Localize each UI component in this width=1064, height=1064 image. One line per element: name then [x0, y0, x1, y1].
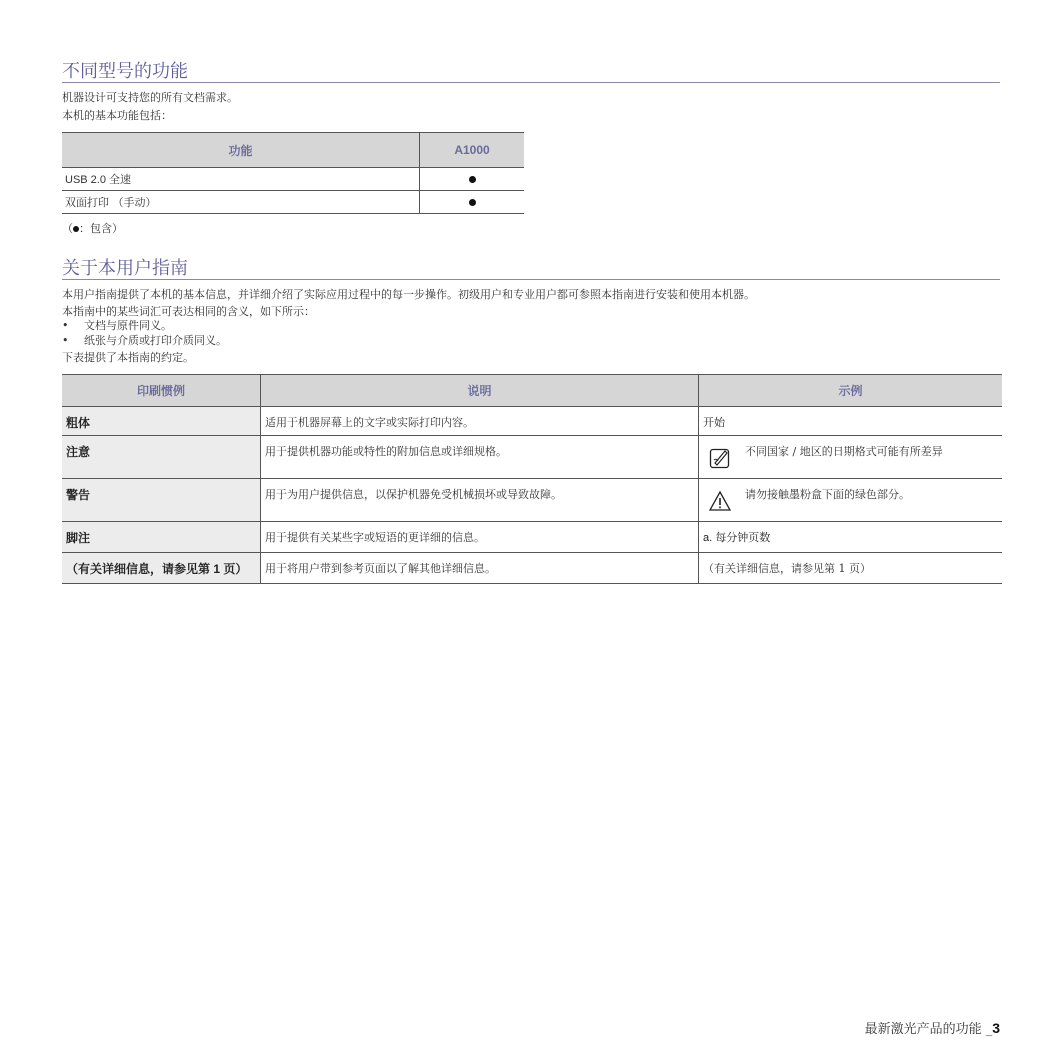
intro-text-1: 机器设计可支持您的所有文档需求。 — [62, 91, 238, 104]
feature-table — [62, 132, 524, 214]
supported-cell — [420, 191, 525, 214]
example-cell — [699, 479, 1003, 522]
table-header-row — [62, 375, 1002, 407]
bullet-dot-icon — [469, 199, 476, 206]
feature-cell: 双面打印 （手动） — [62, 191, 420, 214]
example-text: 请勿接触墨粉盒下面的绿色部分。 — [745, 488, 910, 501]
table-row — [62, 522, 1002, 553]
page-footer — [865, 1018, 1000, 1037]
convention-cell: （有关详细信息，请参见第 1 页） — [62, 553, 261, 584]
warning-icon — [709, 489, 731, 513]
supported-cell — [420, 168, 525, 191]
legend — [62, 221, 123, 236]
convention-cell: 粗体 — [62, 407, 261, 436]
page-number: 3 — [992, 1020, 1000, 1036]
example-cell — [699, 436, 1003, 479]
description-cell: 用于将用户带到参考页面以了解其他详细信息。 — [261, 553, 699, 584]
table-row — [62, 191, 524, 214]
section-title-models: 不同型号的功能 — [62, 60, 1000, 83]
section-title-guide: 关于本用户指南 — [62, 257, 1000, 280]
description-cell: 用于为用户提供信息，以保护机器免受机械损坏或导致故障。 — [261, 479, 699, 522]
note-icon — [709, 446, 731, 470]
example-cell: 开始 — [699, 407, 1003, 436]
table-row — [62, 479, 1002, 522]
bullet-dot-icon — [469, 176, 476, 183]
bullet-item: • 纸张与介质或打印介质同义。 — [62, 334, 227, 347]
table-row — [62, 553, 1002, 584]
example-cell: （有关详细信息，请参见第 1 页） — [699, 553, 1003, 584]
table-header-row — [62, 133, 524, 168]
guide-paragraph-2: 本指南中的某些词汇可表达相同的含义，如下所示： — [62, 305, 315, 318]
table-row — [62, 168, 524, 191]
bullet-text: 纸张与介质或打印介质同义。 — [84, 334, 227, 347]
convention-cell: 警告 — [62, 479, 261, 522]
bullet-text: 文档与原件同义。 — [84, 319, 172, 332]
example-cell: a. 每分钟页数 — [699, 522, 1003, 553]
legend-prefix: （ — [62, 222, 73, 235]
description-cell: 用于提供有关某些字或短语的更详细的信息。 — [261, 522, 699, 553]
bullet-item: • 文档与原件同义。 — [62, 319, 172, 332]
feature-cell: USB 2.0 全速 — [62, 168, 420, 191]
intro-text-2: 本机的基本功能包括： — [62, 109, 172, 122]
header-description: 说明 — [261, 375, 699, 407]
description-cell: 适用于机器屏幕上的文字或实际打印内容。 — [261, 407, 699, 436]
convention-cell: 脚注 — [62, 522, 261, 553]
table-row — [62, 436, 1002, 479]
example-text: 不同国家 / 地区的日期格式可能有所差异 — [745, 445, 943, 458]
conventions-table — [62, 374, 1002, 584]
guide-paragraph-1: 本用户指南提供了本机的基本信息，并详细介绍了实际应用过程中的每一步操作。初级用户和专业用户都可参照本指南进行安装和使用本机器。 — [62, 288, 755, 301]
header-example: 示例 — [699, 375, 1003, 407]
convention-cell: 注意 — [62, 436, 261, 479]
header-feature: 功能 — [62, 133, 420, 168]
guide-paragraph-3: 下表提供了本指南的约定。 — [62, 351, 194, 364]
header-model: A1000 — [420, 133, 525, 168]
legend-suffix: ：包含） — [79, 222, 123, 235]
table-row — [62, 407, 1002, 436]
footer-text: 最新激光产品的功能 _ — [864, 1022, 993, 1037]
description-cell: 用于提供机器功能或特性的附加信息或详细规格。 — [261, 436, 699, 479]
header-convention: 印刷惯例 — [62, 375, 261, 407]
